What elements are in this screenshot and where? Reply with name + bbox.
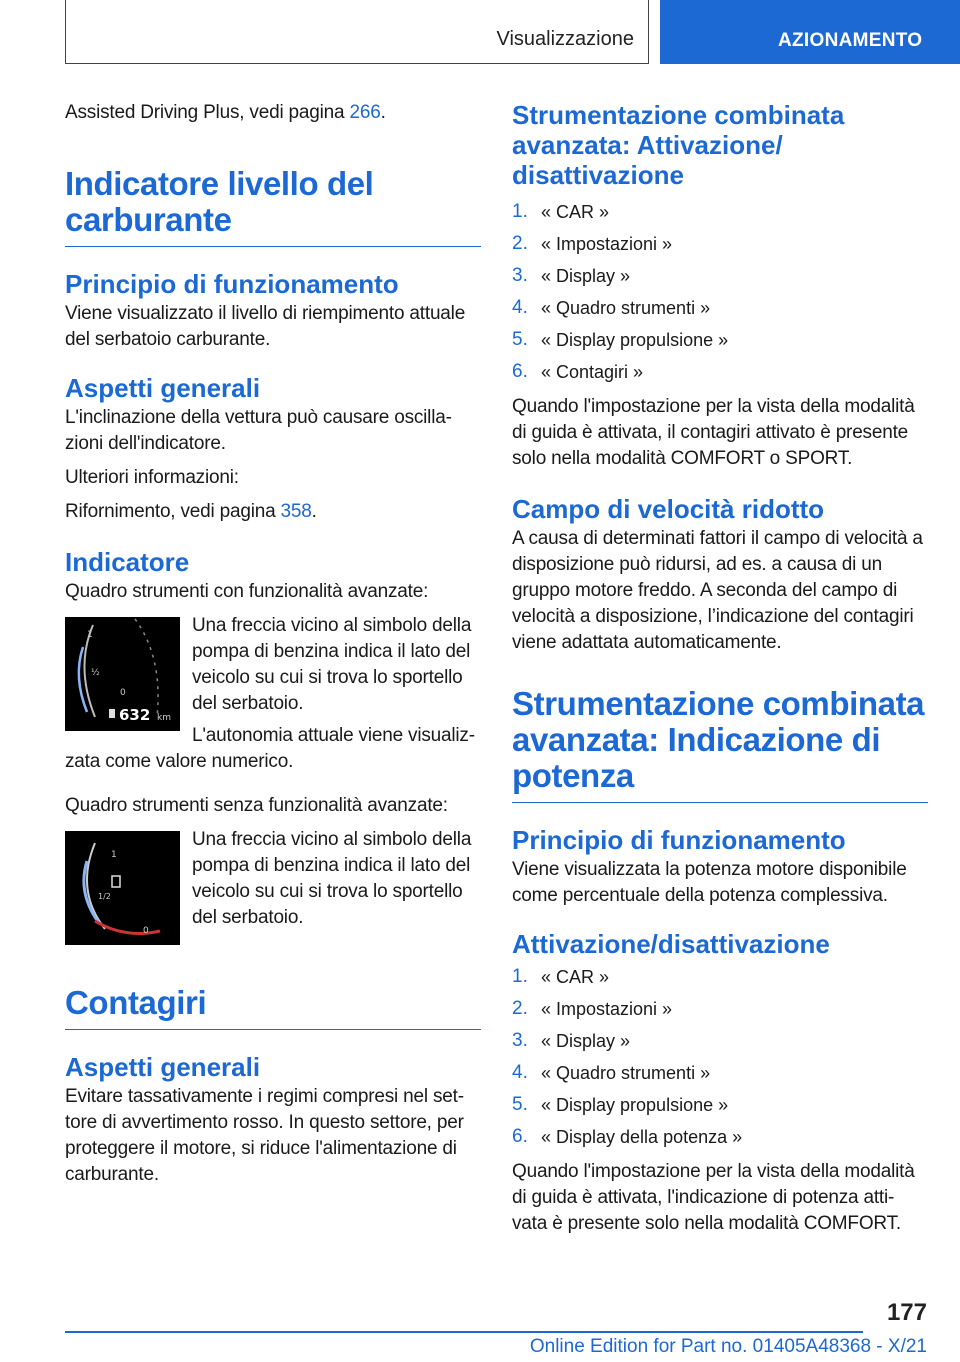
- list-item: 3. « Display »: [512, 265, 631, 286]
- advanced-range-text: L'autonomia attuale viene visualiz-zata come valore numerico.: [65, 725, 475, 772]
- fuel-general-heading: Aspetti generali: [65, 373, 261, 403]
- power-principle-heading: Principio di funzionamento: [512, 825, 846, 855]
- list-item: 5. « Display propulsione »: [512, 1094, 729, 1115]
- list-item: 5. « Display propulsione »: [512, 329, 729, 350]
- basic-cluster-block: [65, 827, 481, 945]
- fuel-gauge-title: Indicatore livello del carburante: [65, 166, 481, 247]
- advanced-cluster-label: Quadro strumenti con funzionalità avanzate:: [65, 581, 429, 602]
- tacho-general-heading: Aspetti generali: [65, 1052, 261, 1082]
- fuel-general-text: L'inclinazione della vettura può causare oscilla-zioni dell'indicatore.: [65, 407, 452, 454]
- steps-list-2: [512, 961, 928, 1153]
- svg-text:0: 0: [143, 926, 149, 936]
- fuel-principle-heading: Principio di funzionamento: [65, 269, 399, 299]
- steps-list-1: [512, 196, 928, 388]
- tachometer-title: Contagiri: [65, 985, 481, 1030]
- svg-text:1/2: 1/2: [98, 892, 111, 901]
- steps-1-note: Quando l'impostazione per la vista della modalità di guida è attivata, il contagiri attivato è presente solo nella modalità COMFORT o SPORT.: [512, 396, 915, 469]
- left-column: [65, 100, 481, 1196]
- svg-text:1: 1: [111, 850, 117, 860]
- power-toggle-heading: Attivazione/disattivazione: [512, 929, 830, 959]
- header-section-title: Visualizzazione: [496, 28, 634, 50]
- basic-cluster-label: Quadro strumenti senza funzionalità avanzate:: [65, 795, 448, 816]
- fuel-principle-text: Viene visualizzato il livello di riempimento attuale del serbatoio carburante.: [65, 303, 466, 350]
- steps-2-note: Quando l'impostazione per la vista della modalità di guida è attivata, l'indicazione di potenza atti-vata è presente solo nella modalità COMFORT.: [512, 1161, 915, 1234]
- advanced-cluster-block: [65, 613, 481, 731]
- refuel-paragraph: Rifornimento, vedi pagina 358.: [65, 501, 317, 522]
- list-item: 2. « Impostazioni »: [512, 998, 673, 1019]
- tacho-general-text: Evitare tassativamente i regimi compresi nel set-tore di avvertimento rosso. In questo settore, per proteggere il motore, si riduce l'alimentazione di carburante.: [65, 1086, 464, 1185]
- page-link-358[interactable]: 358: [280, 501, 312, 522]
- basic-fuel-gauge-image: [65, 831, 180, 945]
- header-section-box: [65, 0, 649, 64]
- page-link-266[interactable]: 266: [349, 102, 381, 123]
- advanced-toggle-heading: Strumentazione combinata avanzata: Attivazione/ disattivazione: [512, 100, 845, 190]
- advanced-fuel-gauge-image: [65, 617, 180, 731]
- power-principle-text: Viene visualizzata la potenza motore disponibile come percentuale della potenza complessiva.: [512, 859, 907, 906]
- power-display-title: Strumentazione combinata avanzata: Indicazione di potenza: [512, 686, 928, 803]
- reduced-range-heading: Campo di velocità ridotto: [512, 494, 825, 524]
- indicator-heading: Indicatore: [65, 547, 190, 577]
- list-item: 6. « Display della potenza »: [512, 1126, 743, 1147]
- svg-text:1: 1: [87, 630, 93, 640]
- reduced-range-text: A causa di determinati fattori il campo di velocità a disposizione può ridursi, ad es. a causa di un gruppo motore freddo. A seconda del campo di velocità a disposizione, l’indicazione del contagiri viene adattata automaticamente.: [512, 528, 923, 653]
- fuel-gauge-basic-icon: [65, 831, 180, 945]
- intro-paragraph: Assisted Driving Plus, vedi pagina 266.: [65, 102, 386, 123]
- footer-divider: [65, 1331, 863, 1333]
- list-item: 1. « CAR »: [512, 966, 610, 987]
- header-chapter-title: AZIONAMENTO: [778, 30, 923, 51]
- svg-text:0: 0: [120, 688, 126, 698]
- list-item: 2. « Impostazioni »: [512, 233, 673, 254]
- advanced-cluster-desc: Una freccia vicino al simbolo della pompa di benzina indica il lato del veicolo su cui si trova lo sportello del serbatoio.: [192, 615, 472, 714]
- header-chapter-tab: [660, 0, 960, 64]
- more-info-label: Ulteriori informazioni:: [65, 467, 239, 488]
- list-item: 3. « Display »: [512, 1030, 631, 1051]
- list-item: 4. « Quadro strumenti »: [512, 1062, 711, 1083]
- footer-edition: Online Edition for Part no. 01405A48368 - X/21: [529, 1336, 927, 1357]
- svg-text:½: ½: [91, 668, 100, 678]
- page-number: 177: [886, 1299, 927, 1326]
- list-item: 6. « Contagiri »: [512, 361, 644, 382]
- right-column: [512, 100, 928, 1245]
- list-item: 4. « Quadro strumenti »: [512, 297, 711, 318]
- fuel-gauge-advanced-icon: [65, 617, 180, 731]
- basic-cluster-desc: Una freccia vicino al simbolo della pompa di benzina indica il lato del veicolo su cui si trova lo sportello del serbatoio.: [192, 829, 472, 928]
- svg-text:632: 632: [119, 706, 151, 724]
- svg-text:km: km: [157, 713, 171, 723]
- list-item: 1. « CAR »: [512, 201, 610, 222]
